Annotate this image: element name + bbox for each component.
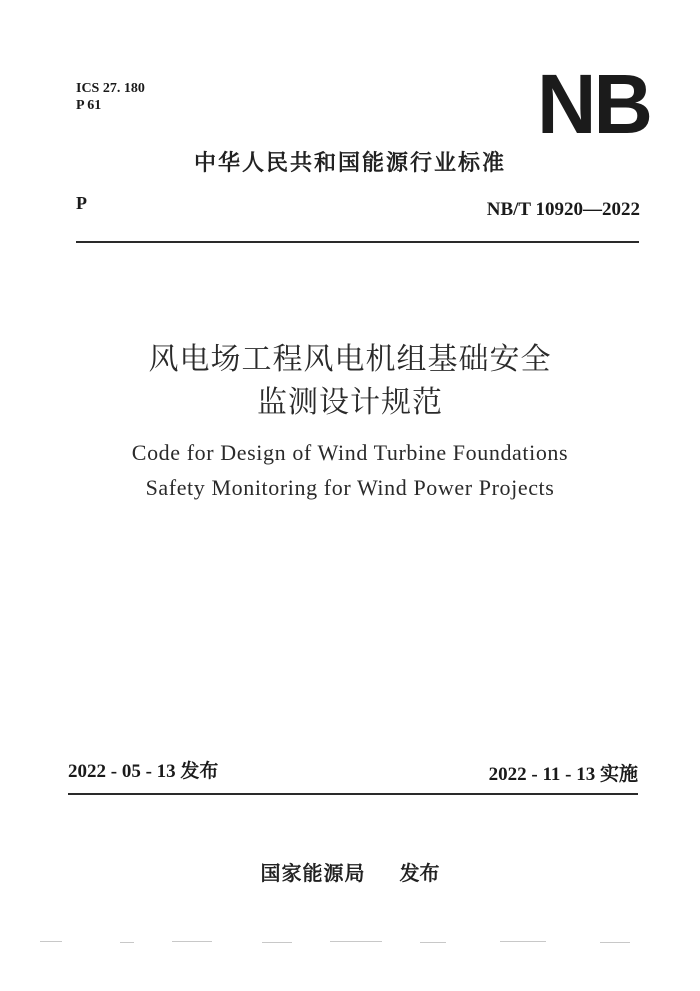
scan-speck xyxy=(600,942,630,943)
top-divider xyxy=(76,241,639,243)
issuer-name: 国家能源局 xyxy=(260,861,366,885)
scan-speck xyxy=(500,941,546,942)
category-letter: P xyxy=(76,193,87,213)
standard-number: NB/T 10920—2022 xyxy=(486,199,640,220)
bottom-divider xyxy=(68,793,638,795)
title-english-line-2: Safety Monitoring for Wind Power Projects xyxy=(145,475,555,500)
industry-standard-heading: 中华人民共和国能源行业标准 xyxy=(193,151,506,176)
ccs-code: P 61 xyxy=(76,98,102,113)
title-english-line-1: Code for Design of Wind Turbine Foundations xyxy=(131,440,569,465)
scan-speck xyxy=(172,941,212,942)
ics-code: ICS 27. 180 xyxy=(76,81,145,96)
scan-speck xyxy=(120,942,134,943)
scan-speck xyxy=(330,941,382,942)
title-chinese-line-1: 风电场工程风电机组基础安全 xyxy=(148,343,552,376)
nb-logo: NB xyxy=(537,57,651,151)
scan-speck xyxy=(40,941,62,942)
issuer-block xyxy=(0,859,700,887)
issue-date: 2022 - 05 - 13 发布 xyxy=(68,761,219,782)
scan-speck xyxy=(420,942,446,943)
scan-speck xyxy=(262,942,292,943)
implementation-date: 2022 - 11 - 13 实施 xyxy=(488,764,638,785)
title-chinese-line-2: 监测设计规范 xyxy=(257,386,443,419)
issuer-action: 发布 xyxy=(399,861,440,885)
